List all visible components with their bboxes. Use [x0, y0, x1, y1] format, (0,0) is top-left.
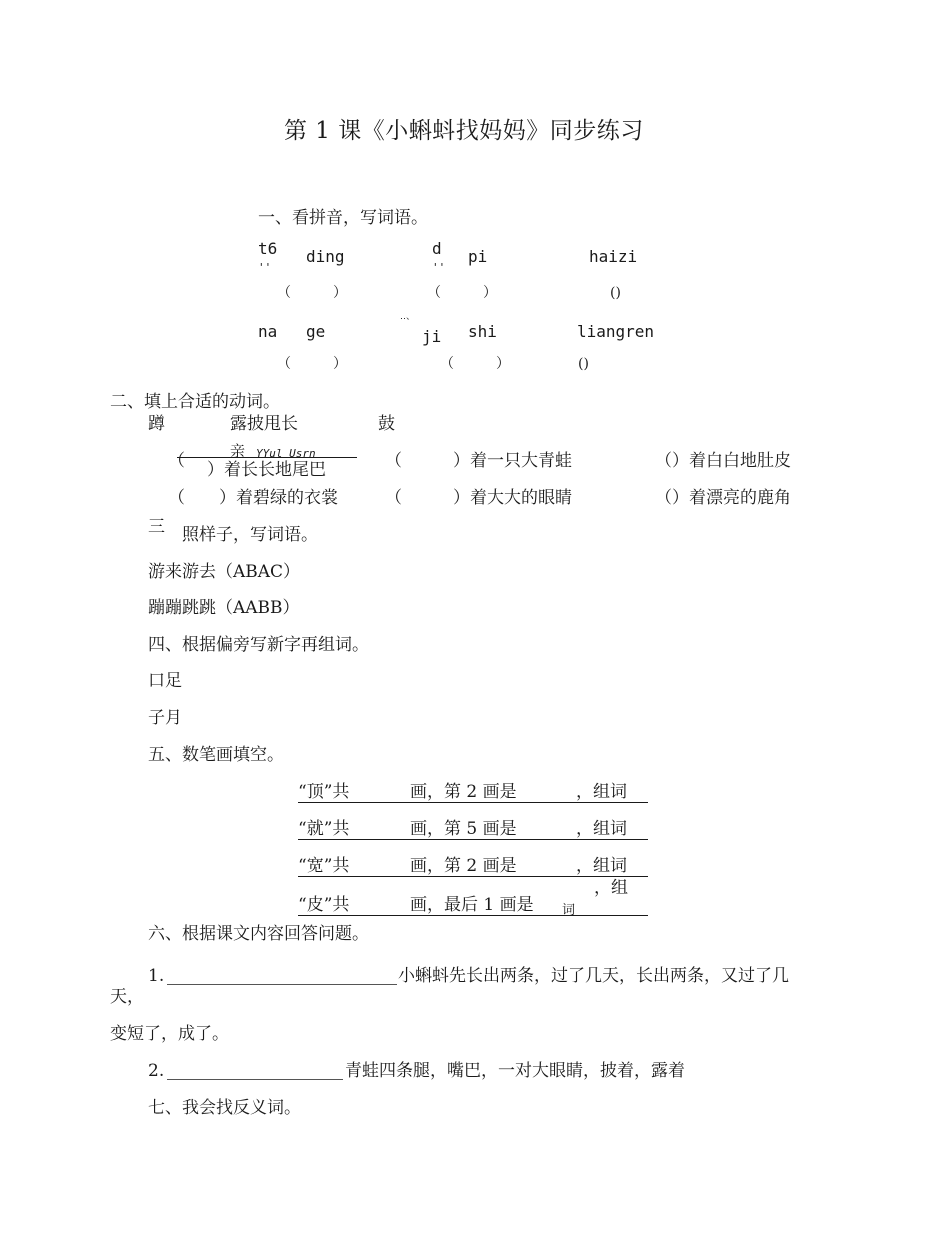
answer-underline[interactable] [167, 1079, 343, 1080]
answer-underline[interactable] [298, 915, 648, 916]
pinyin-ding: ding [306, 247, 345, 266]
word-bank-1: 蹲 [148, 414, 165, 434]
answer-underline[interactable] [298, 839, 648, 840]
section-4-heading: 四、根据偏旁写新字再组词。 [148, 635, 369, 655]
stroke-row-mid: 画，最后 1 画是 [410, 895, 534, 915]
stroke-row-mid: 画，第 2 画是 [410, 856, 517, 876]
question-1-wrap: 天， [110, 987, 144, 1007]
stroke-row-end: ，组 [594, 878, 628, 898]
pinyin-shi: shi [468, 322, 497, 341]
pinyin-d-mark: '' [432, 261, 446, 274]
pinyin-haizi: haizi [589, 247, 638, 266]
answer-blank[interactable]: （ ） [277, 356, 347, 372]
pinyin-pi: pi [468, 247, 488, 266]
answer-blank[interactable]: （ ） [277, 285, 347, 301]
strike-line [177, 457, 357, 458]
section-7-heading: 七、我会找反义词。 [148, 1098, 301, 1118]
garbled-text: YYul Usrn [256, 447, 316, 460]
answer-blank[interactable]: （ ） [427, 285, 497, 301]
answer-underline[interactable] [298, 802, 648, 803]
question-2-text: 青蛙四条腿，嘴巴，一对大眼睛，披着，露着 [345, 1061, 685, 1081]
radical-line-2: 子月 [148, 708, 182, 728]
stroke-row-mid: 画，第 5 画是 [410, 819, 517, 839]
stroke-row-mid: 画，第 2 画是 [410, 782, 517, 802]
stroke-row-char: “宽”共 [298, 856, 350, 876]
blank-open: （ [168, 451, 185, 471]
stroke-row-end: ，组词 [576, 819, 627, 839]
overlap-glyph: 亲 [230, 442, 246, 460]
page-title: 第 1 课《小蝌蚪找妈妈》同步练习 [284, 118, 644, 144]
verb-fill-item[interactable]: （）着漂亮的鹿角 [655, 488, 791, 508]
verb-fill-item[interactable]: （ ）着碧绿的衣裳 [168, 488, 338, 508]
answer-underline[interactable] [298, 876, 648, 877]
verb-fill-item[interactable]: （ ）着大大的眼睛 [385, 488, 572, 508]
answer-blank[interactable]: () [610, 285, 621, 301]
question-1-continued: 变短了，成了。 [110, 1024, 229, 1044]
section-5-heading: 五、数笔画填空。 [148, 745, 284, 765]
stray-mark: ‥、 [400, 312, 416, 322]
pinyin-d: d [432, 239, 442, 258]
section-2-heading: 二、填上合适的动词。 [110, 392, 280, 412]
section-3-number: 三 [148, 517, 165, 537]
stroke-row-char: “顶”共 [298, 782, 350, 802]
section-6-heading: 六、根据课文内容回答问题。 [148, 924, 369, 944]
section-3-heading: 照样子，写词语。 [182, 525, 318, 545]
pattern-aabb: 蹦蹦跳跳（AABB） [148, 598, 300, 618]
word-bank-2: 露披甩长 [230, 414, 298, 434]
stroke-row-end: ，组词 [576, 856, 627, 876]
radical-line-1: 口足 [148, 671, 182, 691]
stroke-row-char: “皮”共 [298, 895, 350, 915]
answer-blank[interactable]: （ ） [440, 356, 510, 372]
pinyin-ji: ji [422, 327, 442, 346]
pinyin-t6: t6 [258, 239, 278, 258]
stroke-row-end: ，组词 [576, 782, 627, 802]
pinyin-na: na [258, 322, 278, 341]
question-2-number: 2. [148, 1061, 165, 1081]
word-bank-3: 鼓 [378, 414, 395, 434]
verb-fill-item[interactable]: ）着长长地尾巴 [207, 460, 326, 480]
pinyin-liangren: liangren [577, 322, 655, 341]
answer-blank[interactable]: () [578, 356, 589, 372]
pinyin-ge: ge [306, 322, 326, 341]
verb-fill-item[interactable]: （）着白白地肚皮 [655, 451, 791, 471]
verb-fill-item[interactable]: （ ）着一只大青蛙 [385, 451, 572, 471]
stroke-row-end-wrap: 词 [562, 903, 576, 918]
pinyin-t6-mark: '' [258, 261, 272, 274]
stroke-row-char: “就”共 [298, 819, 350, 839]
pattern-abac: 游来游去（ABAC） [148, 562, 301, 582]
question-1-number: 1. [148, 966, 165, 986]
question-1-text: 小蝌蚪先长出两条，过了几天，长出两条，又过了几 [398, 966, 789, 986]
answer-underline[interactable] [167, 984, 397, 985]
section-1-heading: 一、看拼音，写词语。 [258, 208, 428, 228]
